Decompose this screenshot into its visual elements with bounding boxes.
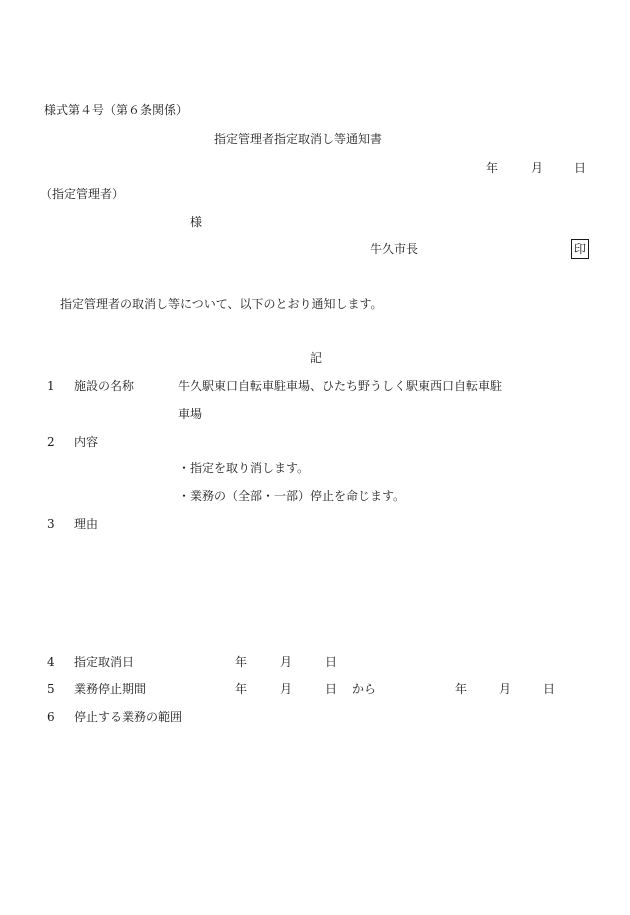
item-2-option-suspend: ・業務の（全部・一部）停止を命じます。 xyxy=(178,489,406,503)
item-5-label: 業務停止期間 xyxy=(74,682,147,696)
addressee-label: （指定管理者） xyxy=(40,187,125,201)
item-5-day-end: 日 xyxy=(543,682,556,696)
seal-stamp: 印 xyxy=(571,239,589,259)
document-title: 指定管理者指定取消し等通知書 xyxy=(214,132,383,146)
item-1-value-line2: 車場 xyxy=(178,407,203,421)
item-1-number: 1 xyxy=(47,379,55,393)
item-5-month-end: 月 xyxy=(499,682,512,696)
item-4-year: 年 xyxy=(235,655,248,669)
form-number: 様式第４号（第６条関係） xyxy=(44,103,189,117)
item-1-label: 施設の名称 xyxy=(74,379,135,393)
item-5-month: 月 xyxy=(280,682,293,696)
intro-text: 指定管理者の取消し等について、以下のとおり通知します。 xyxy=(60,297,383,311)
date-day: 日 xyxy=(574,161,587,175)
item-2-option-revoke: ・指定を取り消します。 xyxy=(178,461,310,475)
item-6-number: 6 xyxy=(47,710,55,724)
item-5-from: から xyxy=(352,682,377,696)
item-3-number: 3 xyxy=(47,517,55,531)
item-4-day: 日 xyxy=(325,655,338,669)
item-4-number: 4 xyxy=(47,655,55,669)
item-4-month: 月 xyxy=(280,655,293,669)
sender-name: 牛久市長 xyxy=(370,242,419,256)
item-1-value-line1: 牛久駅東口自転車駐車場、ひたち野うしく駅東西口自転車駐 xyxy=(178,379,503,393)
item-5-year: 年 xyxy=(235,682,248,696)
item-5-year-end: 年 xyxy=(455,682,468,696)
date-year: 年 xyxy=(486,161,499,175)
item-5-day: 日 xyxy=(325,682,338,696)
date-month: 月 xyxy=(531,161,544,175)
item-6-label: 停止する業務の範囲 xyxy=(74,710,183,724)
item-3-label: 理由 xyxy=(74,517,99,531)
item-2-number: 2 xyxy=(47,435,55,449)
item-5-number: 5 xyxy=(47,682,55,696)
ki-heading: 記 xyxy=(310,351,323,365)
item-4-label: 指定取消日 xyxy=(74,655,135,669)
item-2-label: 内容 xyxy=(74,435,99,449)
addressee-honorific: 様 xyxy=(190,215,203,229)
